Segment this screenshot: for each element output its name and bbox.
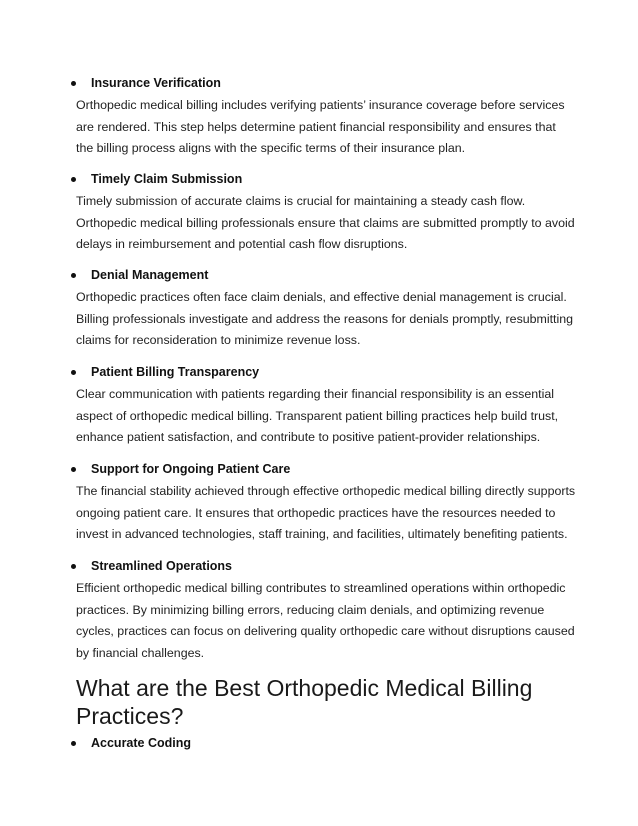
section-title: Denial Management [0, 266, 638, 284]
bullet-icon [71, 273, 76, 278]
bullet-icon [71, 177, 76, 182]
section-body: Orthopedic medical billing includes verifying patients’ insurance coverage before services are rendered. This step helps determine patient financial responsibility and ensures that the billing process aligns with the specific terms of their insurance plan. [76, 98, 565, 156]
section-title: Insurance Verification [0, 74, 638, 92]
section-body: Orthopedic practices often face claim denials, and effective denial management is crucial. Billing professionals investigate and address the reasons for denials promptly, resubmitting claims for reconsideration to minimize revenue loss. [76, 290, 574, 348]
section-body: The financial stability achieved through effective orthopedic medical billing directly supports ongoing patient care. It ensures that orthopedic practices have the resources needed to invest in advanced technologies, staff training, and facilities, ultimately benefiting patients. [76, 484, 576, 542]
section-streamlined-operations [0, 557, 638, 664]
bullet-icon [71, 741, 76, 746]
section-title: Streamlined Operations [0, 557, 638, 575]
section-heading: What are the Best Orthopedic Medical Billing Practices? [76, 675, 533, 729]
section-body: Clear communication with patients regarding their financial responsibility is an essential aspect of orthopedic medical billing. Transparent patient billing practices help build trust, enhance patient satisfaction, and contribute to positive patient-provider relationships. [76, 387, 559, 445]
section-body: Efficient orthopedic medical billing contributes to streamlined operations within orthopedic practices. By minimizing billing errors, reducing claim denials, and optimizing revenue cycles, practices can focus on delivering quality orthopedic care without disruptions caused by financial challenges. [76, 581, 575, 660]
section-title: Patient Billing Transparency [0, 363, 638, 381]
bullet-icon [71, 81, 76, 86]
section-denial-management [0, 266, 638, 352]
section-insurance-verification [0, 74, 638, 160]
section-body: Timely submission of accurate claims is crucial for maintaining a steady cash flow. Orthopedic medical billing professionals ensure that claims are submitted promptly to avoid delays in reimbursement and potential cash flow disruptions. [76, 194, 575, 252]
section-title: Support for Ongoing Patient Care [0, 460, 638, 478]
bullet-icon [71, 370, 76, 375]
section-title: Accurate Coding [0, 734, 638, 752]
bullet-icon [71, 467, 76, 472]
section-support-ongoing-patient-care [0, 460, 638, 546]
section-patient-billing-transparency [0, 363, 638, 449]
bullet-icon [71, 564, 76, 569]
section-accurate-coding [0, 734, 638, 752]
section-title: Timely Claim Submission [0, 170, 638, 188]
section-timely-claim-submission [0, 170, 638, 256]
